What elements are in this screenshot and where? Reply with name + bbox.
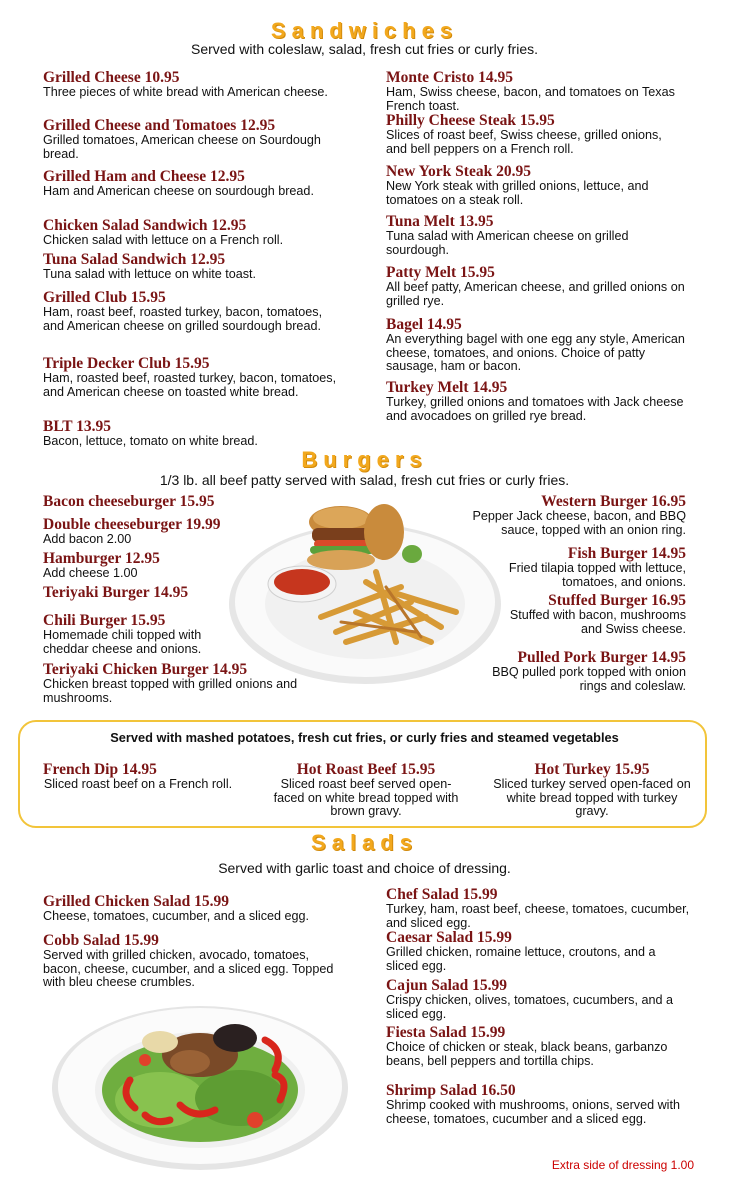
salad-plate-image [50,1000,350,1172]
menu-item [43,494,303,510]
item-name: Grilled Cheese 10.95 [43,69,180,86]
menu-item [386,1083,691,1126]
menu-item [43,252,343,282]
item-name: Tuna Melt 13.95 [386,213,494,230]
item-desc: Turkey, ham, roast beef, cheese, tomatoes, cucumber, and sliced egg. [386,902,690,930]
item-name: Stuffed Burger 16.95 [548,592,686,609]
item-name: Cajun Salad 15.99 [386,977,508,994]
menu-item [386,164,686,207]
item-name: Philly Cheese Steak 15.95 [386,112,555,129]
menu-item [43,762,243,792]
item-desc: All beef patty, American cheese, and grilled onions on grilled rye. [386,280,685,308]
item-desc: Fried tilapia topped with lettuce, tomatoes, and onions. [508,561,686,589]
item-name: Shrimp Salad 16.50 [386,1082,516,1099]
item-desc: Choice of chicken or steak, black beans, garbanzo beans, bell peppers and tortilla chips. [386,1040,668,1068]
menu-item [476,650,686,693]
burgers-title: Burgers [301,447,428,472]
menu-item [492,762,692,819]
item-desc: Sliced turkey served open-faced on white bread topped with turkey gravy. [493,777,691,819]
item-name: Fiesta Salad 15.99 [386,1024,506,1041]
item-desc: Tuna salad with American cheese on grilled sourdough. [386,229,629,257]
salads-subtitle: Served with garlic toast and choice of dressing. [218,860,511,876]
menu-item [266,762,466,819]
menu-item [43,517,303,547]
item-name: Teriyaki Burger 14.95 [43,584,189,601]
burgers-subtitle: 1/3 lb. all beef patty served with salad, fresh cut fries or curly fries. [159,472,570,488]
item-name: Chef Salad 15.99 [386,886,498,903]
item-name: Hot Roast Beef 15.95 [296,761,436,778]
menu-item [43,169,343,199]
menu-item [43,613,243,656]
item-name: Western Burger 16.95 [541,493,686,510]
item-desc: Tuna salad with lettuce on white toast. [43,267,257,281]
menu-item [386,317,691,374]
item-desc: Ham, roasted beef, roasted turkey, bacon, tomatoes, and American cheese on toasted white bread. [43,371,337,399]
item-desc: Add cheese 1.00 [43,566,138,580]
menu-item [43,551,303,581]
menu-item [496,546,686,589]
item-desc: Turkey, grilled onions and tomatoes with Jack cheese and avocadoes on grilled rye bread. [386,395,684,423]
item-name: BLT 13.95 [43,418,112,435]
menu-item [486,593,686,636]
item-desc: Cheese, tomatoes, cucumber, and a sliced egg. [43,909,310,923]
item-name: Chicken Salad Sandwich 12.95 [43,217,247,234]
menu-item [43,585,303,601]
item-desc: Chicken salad with lettuce on a French roll. [43,233,284,247]
item-desc: Ham, roast beef, roasted turkey, bacon, tomatoes, and American cheese on grilled sourdough bread. [43,305,323,333]
menu-item [386,1025,691,1068]
item-desc: Served with grilled chicken, avocado, tomatoes, bacon, cheese, cucumber, and a sliced egg. Topped with bleu cheese crumbles. [43,948,334,990]
item-name: Grilled Chicken Salad 15.99 [43,893,230,910]
item-desc: Grilled chicken, romaine lettuce, croutons, and a sliced egg. [386,945,656,973]
menu-item [386,113,686,156]
item-desc: New York steak with grilled onions, lettuce, and tomatoes on a steak roll. [386,179,649,207]
item-name: Cobb Salad 15.99 [43,932,159,949]
menu-item [386,930,691,973]
item-name: Bagel 14.95 [386,316,462,333]
item-desc: Add bacon 2.00 [43,532,132,546]
menu-item [43,894,348,924]
item-desc: An everything bagel with one egg any style, American cheese, tomatoes, and onions. Choice of patty sausage, ham or bacon. [386,332,685,374]
item-desc: Slices of roast beef, Swiss cheese, grilled onions, and bell peppers on a French roll. [386,128,662,156]
menu-item [386,978,691,1021]
item-desc: Ham and American cheese on sourdough bread. [43,184,314,198]
item-name: Triple Decker Club 15.95 [43,355,210,372]
item-name: Patty Melt 15.95 [386,264,495,281]
item-name: French Dip 14.95 [43,761,157,778]
menu-item [386,887,691,930]
item-desc: Homemade chili topped with cheddar cheese and onions. [43,628,202,656]
item-name: Hamburger 12.95 [43,550,160,567]
item-desc: Bacon, lettuce, tomato on white bread. [43,434,258,448]
menu-item [386,380,691,423]
menu-item [43,662,318,705]
item-desc: Sliced roast beef on a French roll. [43,777,233,791]
item-desc: Grilled tomatoes, American cheese on Sourdough bread. [43,133,321,161]
item-name: New York Steak 20.95 [386,163,531,180]
item-name: Monte Cristo 14.95 [386,69,513,86]
item-name: Pulled Pork Burger 14.95 [517,649,686,666]
item-name: Grilled Club 15.95 [43,289,166,306]
salads-title: Salads [311,830,418,855]
menu-item [446,494,686,537]
sandwiches-title: Sandwiches [270,18,459,43]
menu-item [386,265,686,308]
item-desc: Shrimp cooked with mushrooms, onions, served with cheese, tomatoes, cucumber and a sliced egg. [386,1098,680,1126]
menu-item [43,70,343,100]
item-desc: Stuffed with bacon, mushrooms and Swiss cheese. [509,608,686,636]
item-desc: Chicken breast topped with grilled onions and mushrooms. [43,677,298,705]
hot-plates-header: Served with mashed potatoes, fresh cut fries, or curly fries and steamed vegetables [110,730,619,745]
item-name: Turkey Melt 14.95 [386,379,508,396]
menu-item [43,419,343,449]
item-name: Grilled Ham and Cheese 12.95 [43,168,245,185]
menu-item [43,218,343,248]
item-desc: BBQ pulled pork topped with onion rings and coleslaw. [492,665,686,693]
item-name: Double cheeseburger 19.99 [43,516,221,533]
item-name: Grilled Cheese and Tomatoes 12.95 [43,117,276,134]
menu-item [43,933,348,990]
item-name: Fish Burger 14.95 [567,545,686,562]
menu-item [43,118,343,161]
item-desc: Crispy chicken, olives, tomatoes, cucumbers, and a sliced egg. [386,993,673,1021]
item-name: Bacon cheeseburger 15.95 [43,493,215,510]
item-desc: Three pieces of white bread with American cheese. [43,85,328,99]
item-desc: Ham, Swiss cheese, bacon, and tomatoes on Texas French toast. [386,85,675,113]
dressing-note: Extra side of dressing 1.00 [551,1158,694,1172]
menu-item [43,290,343,333]
menu-item [386,70,686,113]
item-name: Chili Burger 15.95 [43,612,166,629]
menu-item [43,356,343,399]
item-name: Hot Turkey 15.95 [534,761,650,778]
item-name: Teriyaki Chicken Burger 14.95 [43,661,248,678]
item-name: Caesar Salad 15.99 [386,929,512,946]
item-name: Tuna Salad Sandwich 12.95 [43,251,226,268]
sandwiches-subtitle: Served with coleslaw, salad, fresh cut fries or curly fries. [190,41,539,57]
item-desc: Sliced roast beef served open-faced on white bread topped with brown gravy. [273,777,459,819]
menu-item [386,214,686,257]
item-desc: Pepper Jack cheese, bacon, and BBQ sauce, topped with an onion ring. [472,509,686,537]
